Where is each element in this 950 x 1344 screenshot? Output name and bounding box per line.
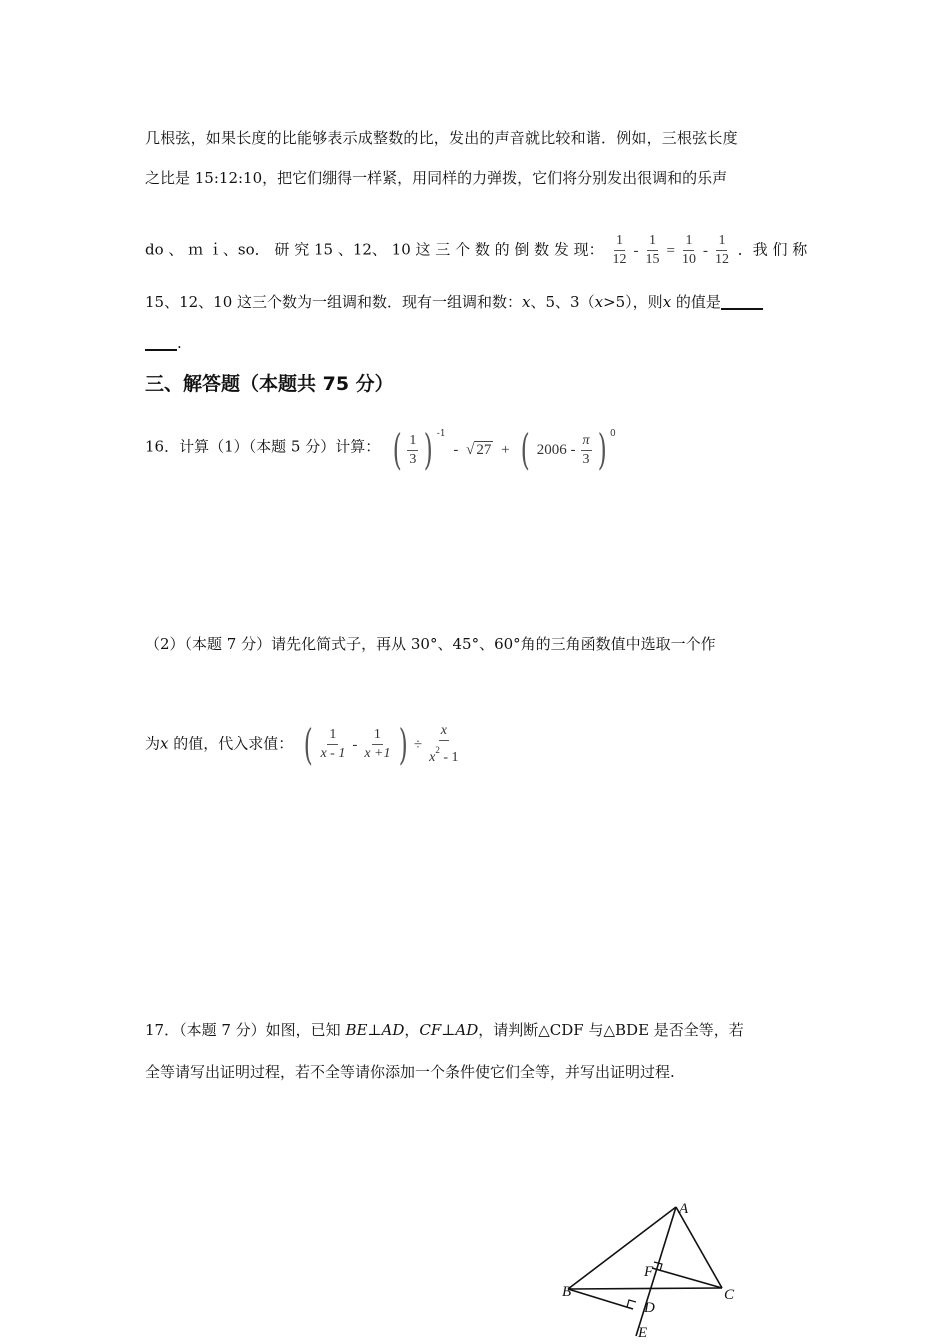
intro-line-4-e: >5），则 <box>603 293 663 311</box>
q17-line-2-text: 全等请写出证明过程，若不全等请你添加一个条件使它们全等，并写出证明过程. <box>145 1063 675 1081</box>
fraction-1-over-x-minus-1: $\frac{1}{x - 1}$ <box>320 727 346 761</box>
inner-2006: 2006 - <box>536 442 576 458</box>
fraction-1-over-x-plus-1: $\frac{1}{x +1}$ <box>364 727 391 761</box>
intro-line-3-end: ．我 们 称 <box>737 240 808 259</box>
left-paren: ( <box>303 719 313 769</box>
exponent-neg-one: -1 <box>436 429 446 439</box>
label-c: C <box>724 1287 735 1303</box>
fraction-1-12: $\frac{1}{12}$ <box>612 233 627 267</box>
plus-sign: + <box>501 442 510 458</box>
fraction-1-10: $\frac{1}{10}$ <box>681 233 696 267</box>
perp-symbol: ⊥ <box>441 1021 456 1039</box>
fraction-1-15: $\frac{1}{15}$ <box>645 233 660 267</box>
left-paren: ( <box>392 425 402 474</box>
divide-sign: ÷ <box>413 736 423 753</box>
label-f: F <box>644 1264 654 1280</box>
q16-label: 16．计算（1）（本题 5 分）计算： <box>145 437 381 456</box>
equals-sign: = <box>666 242 675 259</box>
var-x: x <box>662 293 672 311</box>
label-e: E <box>638 1325 648 1341</box>
denominator-x2-minus-1: $x^2 - 1$ <box>429 745 459 765</box>
intro-line-3-start: do 、 ｍ ｉ、so． 研 究 15 、12、 10 这 三 个 数 的 倒 数 发 现： <box>145 240 604 259</box>
perp-symbol: ⊥ <box>367 1021 382 1039</box>
q17-line-1-a: 17．（本题 7 分）如图，已知 <box>145 1021 346 1039</box>
minus-sign: - <box>352 736 358 753</box>
segment-ad: AD <box>381 1021 405 1039</box>
segment-ab <box>568 1207 676 1289</box>
q16-2-line-2-c: 的值，代入求值： <box>168 734 294 753</box>
left-paren: ( <box>521 425 531 474</box>
fraction-1-3: $\frac{1}{3}$ <box>409 432 417 467</box>
fraction-1-12: $\frac{1}{12}$ <box>714 233 729 267</box>
q16-2-line-1-text: （2）（本题 7 分）请先化简式子，再从 30°、45°、60°角的三角函数值中选取一个作 <box>145 635 716 653</box>
label-a: A <box>679 1201 689 1217</box>
intro-line-1-text: 几根弦，如果长度的比能够表示成整数的比，发出的声音就比较和谐．例如，三根弦长度 <box>145 129 738 147</box>
segment-bc <box>568 1288 722 1289</box>
q16-2-line-2-a: 为 <box>145 734 161 753</box>
label-d: D <box>644 1300 655 1316</box>
q17-line-1-b: ，请判断△CDF 与△BDE 是否全等，若 <box>478 1021 744 1039</box>
fraction-pi-3: $\frac{\pi}{3}$ <box>582 432 590 467</box>
intro-line-2-text: 之比是 15:12:10，把它们绷得一样紧，用同样的力弹拨，它们将分别发出很调和的乐声 <box>145 169 728 187</box>
minus-sign: - <box>633 242 639 259</box>
segment-ad-extended <box>636 1207 676 1336</box>
intro-line-4-g: 的值是 <box>671 293 721 311</box>
segment-ad: AD <box>455 1021 479 1039</box>
fraction-x-over-x2-minus-1: $\frac{x}{x^2 - 1}$ <box>429 723 459 765</box>
exponent-zero: 0 <box>609 429 616 439</box>
intro-line-4-a: 15、12、10 这三个数为一组调和数．现有一组调和数： <box>145 293 523 311</box>
segment-be: BE <box>345 1021 368 1039</box>
var-x: x <box>522 293 531 311</box>
right-angle-mark-e <box>627 1300 636 1307</box>
right-paren: ) <box>424 425 434 474</box>
square-root: √ 27 <box>466 442 492 458</box>
segment-be <box>568 1289 633 1309</box>
section-heading: 三、解答题（本题共 75 分） <box>145 373 394 395</box>
right-paren: ) <box>398 719 408 769</box>
comma: ， <box>404 1021 420 1039</box>
segment-ac <box>676 1207 722 1288</box>
period: . <box>177 334 182 352</box>
var-x: x <box>594 293 604 311</box>
minus-sign: - <box>453 442 459 458</box>
segment-cf: CF <box>419 1021 442 1039</box>
var-x: x <box>160 734 169 753</box>
intro-line-4-c: 、5、3（ <box>530 293 595 311</box>
right-paren: ) <box>597 425 607 474</box>
label-b: B <box>562 1284 572 1300</box>
minus-sign: - <box>702 242 708 259</box>
